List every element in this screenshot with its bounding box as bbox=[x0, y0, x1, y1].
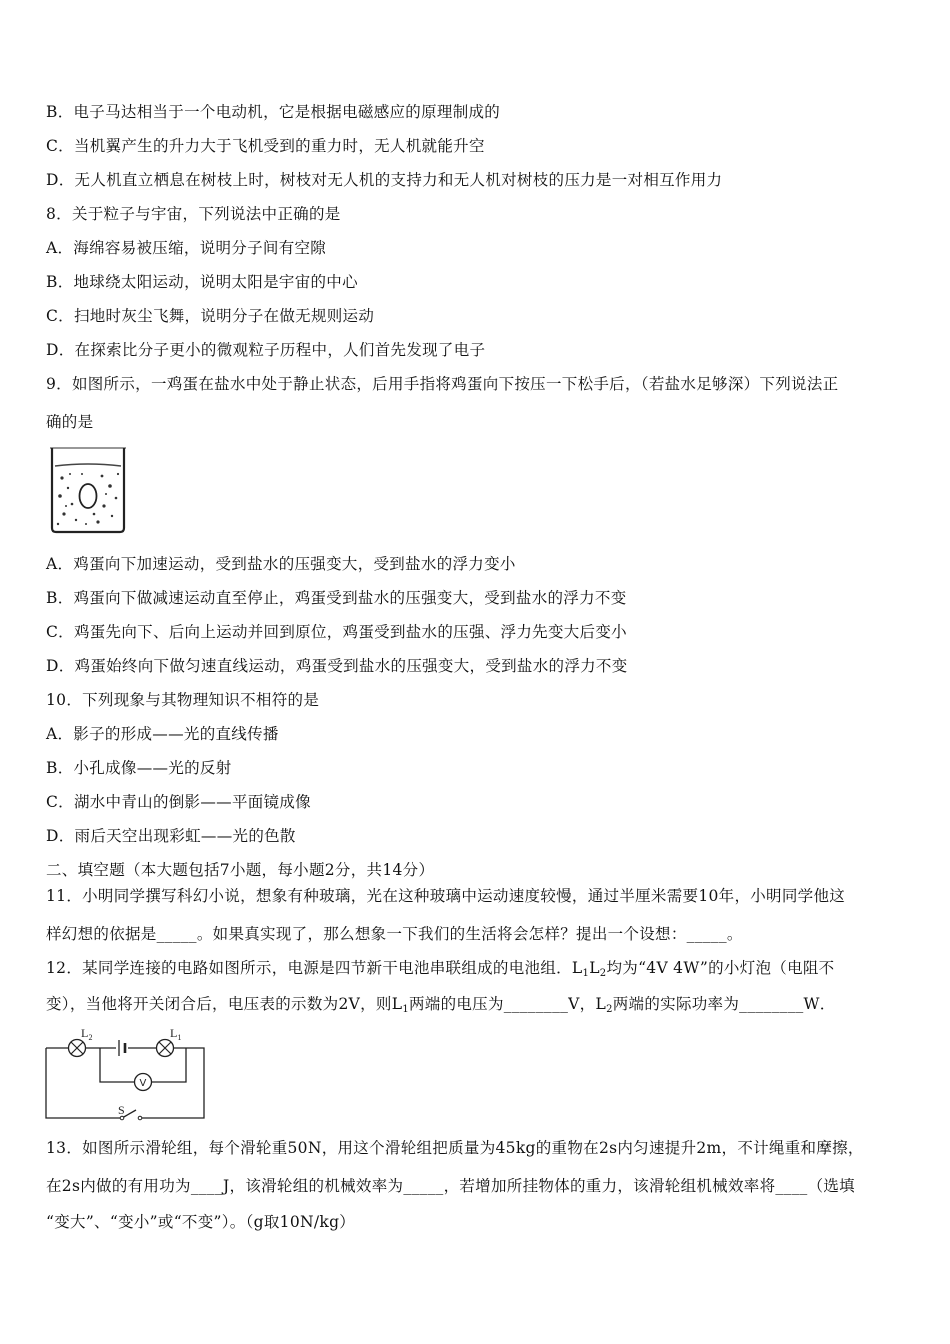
q8-option-c: C．扫地时灰尘飞舞，说明分子在做无规则运动 bbox=[46, 307, 375, 325]
q12-line-1 bbox=[46, 958, 916, 978]
q12-line-2-b: 两端的电压为________V，L bbox=[408, 995, 607, 1013]
q9-stem-line-2: 确的是 bbox=[46, 413, 94, 431]
q12-line-1-c: 均为“4V 4W”的小灯泡（电阻不 bbox=[606, 959, 835, 977]
q9-option-a: A．鸡蛋向下加速运动，受到盐水的压强变大，受到盐水的浮力变小 bbox=[46, 555, 516, 573]
q12-line-2-a: 变），当他将开关闭合后，电压表的示数为2V，则L bbox=[46, 995, 403, 1013]
q9-stem-line-1: 9．如图所示，一鸡蛋在盐水中处于静止状态，后用手指将鸡蛋向下按压一下松手后，（若盐水足够深）下列说法正 bbox=[46, 375, 839, 393]
q7-option-b: B．电子马达相当于一个电动机，它是根据电磁感应的原理制成的 bbox=[46, 103, 501, 121]
q12-line-1-b: L bbox=[589, 959, 600, 977]
q13-line-2: 在2s内做的有用功为____J，该滑轮组的机械效率为_____，若增加所挂物体的重力，该滑轮组机械效率将____（选填 bbox=[46, 1177, 855, 1195]
circuit-wire-left bbox=[46, 1048, 122, 1118]
subscript-2: 2 bbox=[599, 968, 607, 979]
lamp-l2-icon bbox=[69, 1040, 86, 1057]
section-2-heading: 二、填空题（本大题包括7小题，每小题2分，共14分） bbox=[46, 861, 435, 879]
q12-line-2-c: 两端的实际功率为________W． bbox=[612, 995, 836, 1013]
q8-option-d: D．在探索比分子更小的微观粒子历程中，人们首先发现了电子 bbox=[46, 341, 486, 359]
subscript-1: 1 bbox=[582, 968, 590, 979]
q9-option-d: D．鸡蛋始终向下做匀速直线运动，鸡蛋受到盐水的压强变大，受到盐水的浮力不变 bbox=[46, 657, 628, 675]
lamp-l2-label: L bbox=[81, 1026, 89, 1040]
q10-stem: 10．下列现象与其物理知识不相符的是 bbox=[46, 691, 320, 709]
lamp-l1-label: L bbox=[170, 1026, 178, 1040]
q7-option-d: D．无人机直立栖息在树枝上时，树枝对无人机的支持力和无人机对树枝的压力是一对相互作用力 bbox=[46, 171, 723, 189]
beaker-egg-figure bbox=[46, 444, 130, 536]
q9-option-b: B．鸡蛋向下做减速运动直至停止，鸡蛋受到盐水的压强变大，受到盐水的浮力不变 bbox=[46, 589, 627, 607]
q11-line-2: 样幻想的依据是_____。如果真实现了，那么想象一下我们的生活将会怎样？提出一个设想：_____。 bbox=[46, 925, 743, 943]
q8-option-b: B．地球绕太阳运动，说明太阳是宇宙的中心 bbox=[46, 273, 358, 291]
q13-line-3: “变大”、“变小”或“不变”）。（g取10N/kg） bbox=[46, 1213, 356, 1231]
voltmeter-label: V bbox=[139, 1078, 147, 1089]
q10-option-c: C．湖水中青山的倒影——平面镜成像 bbox=[46, 793, 311, 811]
switch-label: S bbox=[118, 1103, 125, 1117]
q10-option-d: D．雨后天空出现彩虹——光的色散 bbox=[46, 827, 296, 845]
lamp-l1-icon bbox=[157, 1040, 174, 1057]
q12-line-2 bbox=[46, 994, 916, 1014]
q11-line-1: 11．小明同学撰写科幻小说，想象有种玻璃，光在这种玻璃中运动速度较慢，通过半厘米需要10年，小明同学他这 bbox=[46, 887, 846, 905]
lamp-l2-subscript: 2 bbox=[88, 1033, 93, 1042]
circuit-diagram bbox=[40, 1026, 212, 1122]
q13-line-1: 13．如图所示滑轮组，每个滑轮重50N，用这个滑轮组把质量为45kg的重物在2s内匀速提升2m，不计绳重和摩擦， bbox=[46, 1139, 864, 1157]
subscript-2: 2 bbox=[606, 1004, 613, 1015]
battery-icon bbox=[119, 1040, 125, 1056]
q12-line-1-a: 12．某同学连接的电路如图所示，电源是四节新干电池串联组成的电池组．L bbox=[46, 959, 583, 977]
egg-icon bbox=[80, 484, 97, 508]
subscript-1: 1 bbox=[402, 1004, 409, 1015]
q7-option-c: C．当机翼产生的升力大于飞机受到的重力时，无人机就能升空 bbox=[46, 137, 485, 155]
lamp-l1-subscript: 1 bbox=[177, 1033, 182, 1042]
q10-option-a: A．影子的形成——光的直线传播 bbox=[46, 725, 279, 743]
q10-option-b: B．小孔成像——光的反射 bbox=[46, 759, 232, 777]
q9-option-c: C．鸡蛋先向下、后向上运动并回到原位，鸡蛋受到盐水的压强、浮力先变大后变小 bbox=[46, 623, 627, 641]
q8-stem: 8．关于粒子与宇宙，下列说法中正确的是 bbox=[46, 205, 341, 223]
q8-option-a: A．海绵容易被压缩，说明分子间有空隙 bbox=[46, 239, 327, 257]
